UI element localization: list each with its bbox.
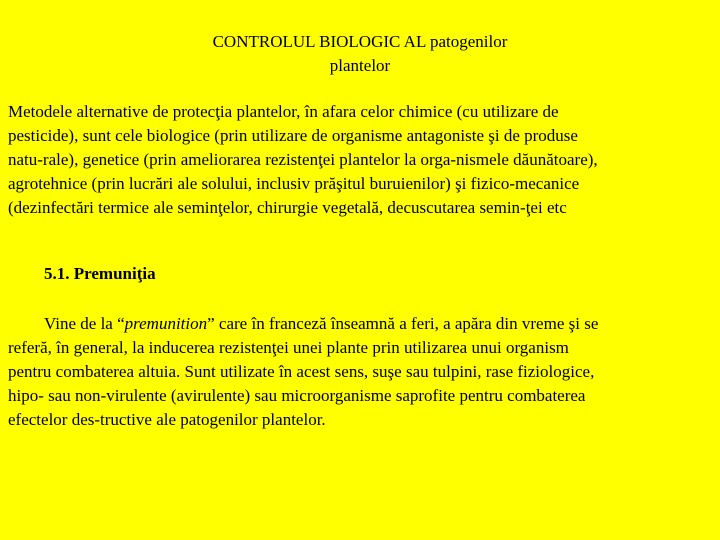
body-text: ” care în franceză înseamnă a feri, a apăra din vreme şi se [207, 314, 599, 333]
body-line: pentru combaterea altuia. Sunt utilizate în acest sens, suşe sau tulpini, rase fiziologice, [8, 362, 595, 381]
body-paragraph [8, 312, 708, 432]
intro-line: agrotehnice (prin lucrări ale solului, inclusiv prăşitul buruienilor) şi fizico-mecanice [8, 174, 580, 193]
intro-line: Metodele alternative de protecţia plantelor, în afara celor chimice (cu utilizare de [8, 102, 559, 121]
body-first-line [8, 312, 708, 336]
body-text: Vine de la “ [44, 314, 125, 333]
intro-line: natu-rale), genetice (prin ameliorarea rezistenţei plantelor la orga-nismele dăunătoare), [8, 150, 598, 169]
intro-line: pesticide), sunt cele biologice (prin utilizare de organisme antagoniste şi de produse [8, 126, 578, 145]
title-line-2: plantelor [329, 56, 391, 75]
section-heading: 5.1. Premuniţia [44, 264, 156, 283]
intro-paragraph [8, 100, 708, 220]
title-line-1: CONTROLUL BIOLOGIC AL patogenilor [212, 32, 508, 51]
page-title [0, 30, 720, 78]
body-line: hipo- sau non-virulente (avirulente) sau microorganisme saprofite pentru combaterea [8, 386, 586, 405]
body-line: referă, în general, la inducerea rezistenţei unei plante prin utilizarea unui organism [8, 338, 569, 357]
body-line: efectelor des-tructive ale patogenilor plantelor. [8, 410, 326, 429]
intro-line: (dezinfectări termice ale seminţelor, chirurgie vegetală, decuscutarea semin-ţei etc [8, 198, 567, 217]
italic-term: premunition [124, 314, 208, 333]
